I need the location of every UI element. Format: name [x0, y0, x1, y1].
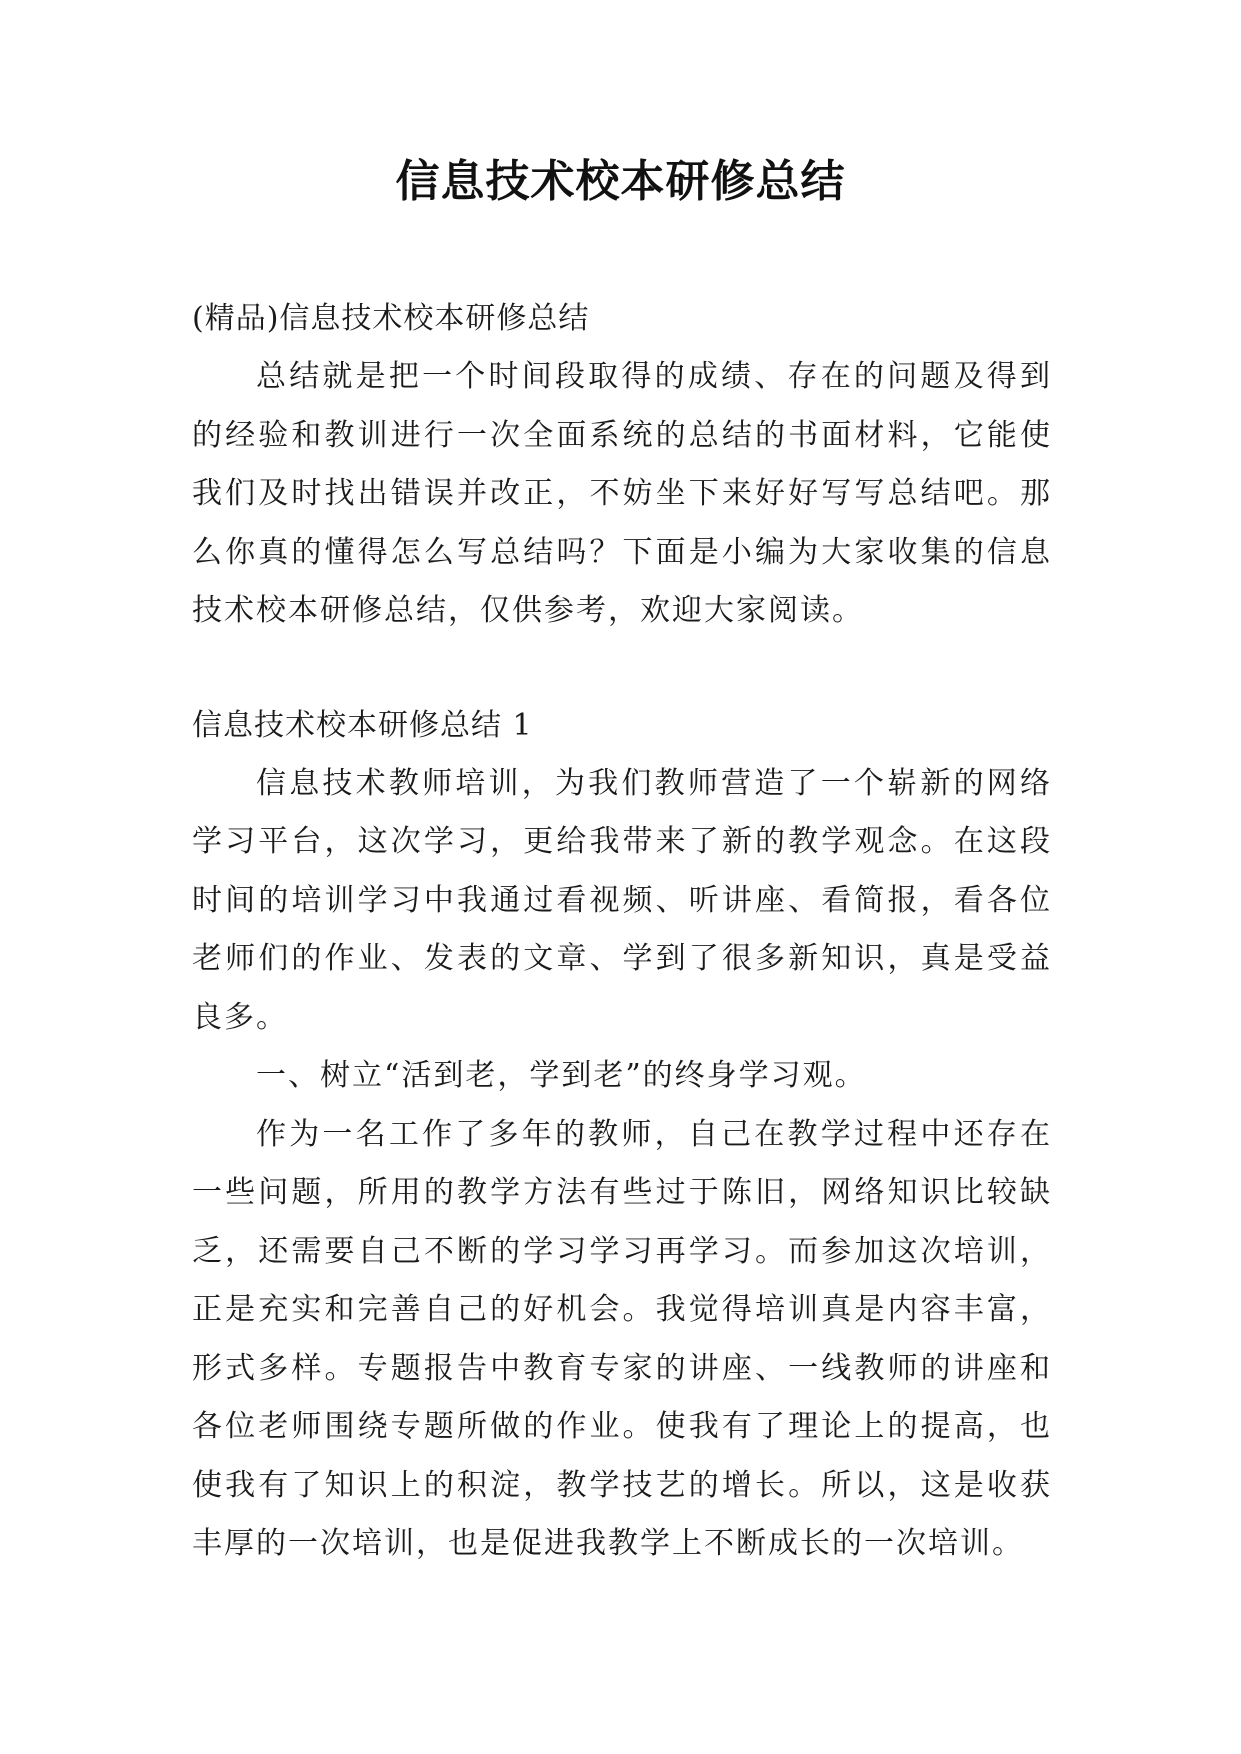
section-gap: [192, 641, 1052, 697]
subtitle-line: (精品)信息技术校本研修总结: [192, 301, 590, 336]
intro-paragraph: 总结就是把一个时间段取得的成绩、存在的问题及得到的经验和教训进行一次全面系统的总结的书面材料，它能使我们及时找出错误并改正，不妨坐下来好好写写总结吧。那么你真的懂得怎么写总结吗？下面是小编为大家收集的信息技术校本研修总结，仅供参考，欢迎大家阅读。: [192, 359, 1052, 628]
section-heading: 信息技术校本研修总结 1: [192, 707, 533, 743]
document-body: [192, 290, 1052, 1574]
body-paragraph: 一、树立“活到老，学到老”的终身学习观。: [256, 1058, 867, 1093]
body-paragraph: 作为一名工作了多年的教师，自己在教学过程中还存在一些问题，所用的教学方法有些过于陈旧，网络知识比较缺乏，还需要自己不断的学习学习再学习。而参加这次培训，正是充实和完善自己的好机会。我觉得培训真是内容丰富，形式多样。专题报告中教育专家的讲座、一线教师的讲座和各位老师围绕专题所做的作业。使我有了理论上的提高，也使我有了知识上的积淀，教学技艺的增长。所以，这是收获丰厚的一次培训，也是促进我教学上不断成长的一次培训。: [192, 1116, 1052, 1561]
document-title: 信息技术校本研修总结: [395, 156, 846, 207]
body-paragraph: 信息技术教师培训，为我们教师营造了一个崭新的网络学习平台，这次学习，更给我带来了新的教学观念。在这段时间的培训学习中我通过看视频、听讲座、看简报，看各位老师们的作业、发表的文章、学到了很多新知识，真是受益良多。: [192, 765, 1052, 1035]
